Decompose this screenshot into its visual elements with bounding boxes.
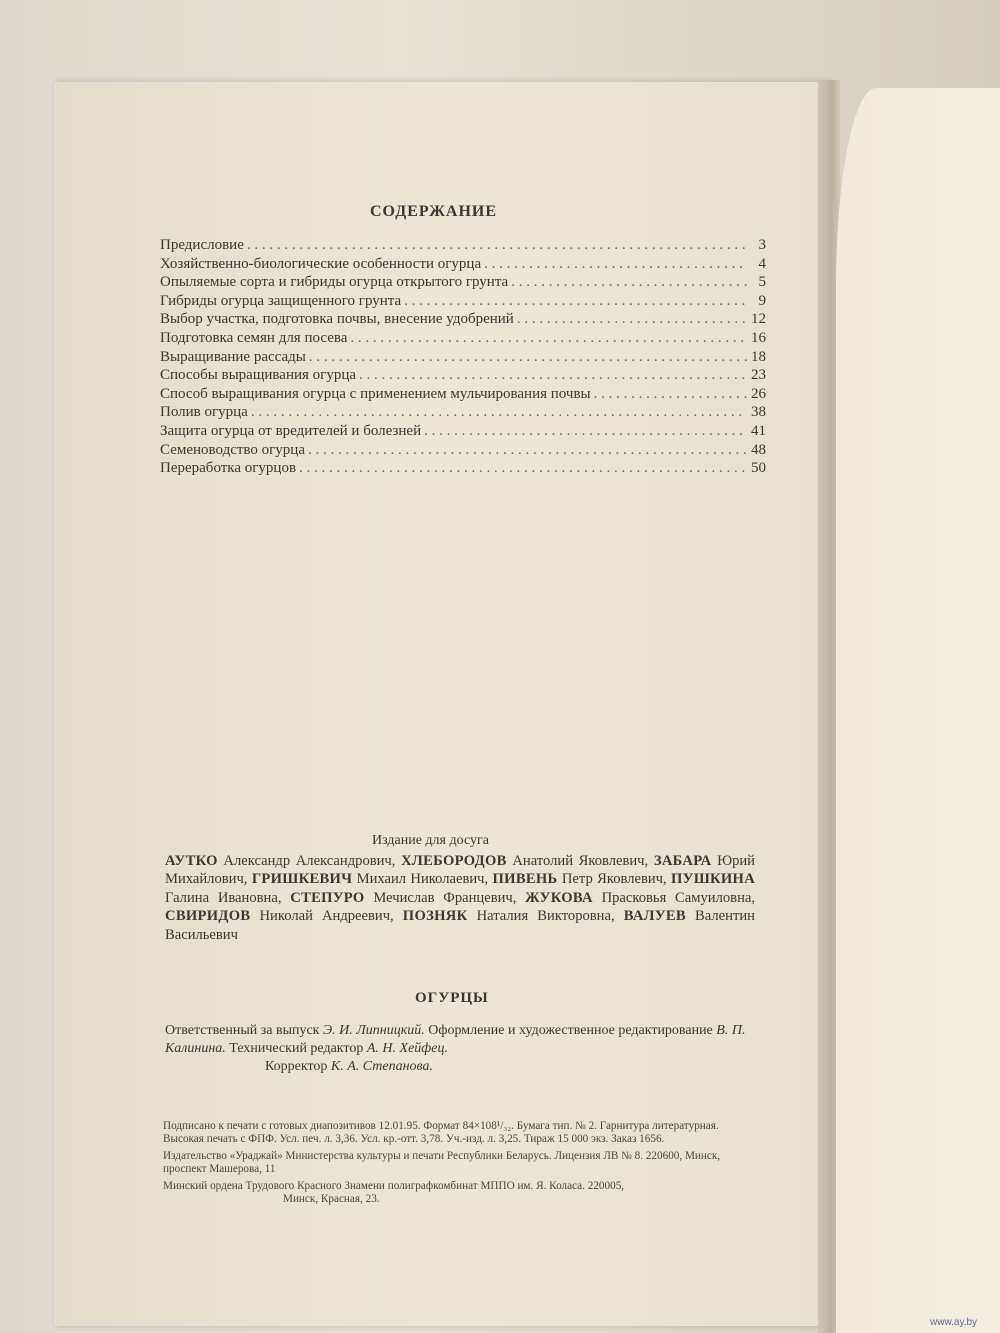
toc-item xyxy=(160,366,766,385)
toc-leader-dots xyxy=(350,329,747,348)
author-given-names: Петр Яковлевич, xyxy=(561,871,667,888)
toc-item-title: Опыляемые сорта и гибриды огурца открытого грунта xyxy=(160,274,509,291)
toc-item xyxy=(160,441,766,460)
imprint-printer-address: Минск, Красная, 23. xyxy=(283,1193,380,1205)
toc-item-page: 26 xyxy=(751,385,766,402)
design-name: В. П. Калинина. xyxy=(165,1023,746,1056)
toc-item-title: Хозяйственно-биологические особенности огурца xyxy=(160,255,482,272)
toc-title: СОДЕРЖАНИЕ xyxy=(370,203,498,220)
author-surname: ПИВЕНЬ xyxy=(492,871,558,888)
toc-item xyxy=(160,292,766,311)
toc-item-page: 12 xyxy=(751,311,766,328)
imprint-printer: Минский ордена Трудового Красного Знамени полиграфкомбинат МППО им. Я. Коласа. 220005, xyxy=(163,1180,625,1192)
resp-name: Э. И. Липницкий. xyxy=(323,1023,425,1038)
toc-leader-dots xyxy=(594,385,747,404)
author-surname: ВАЛУЕВ xyxy=(623,908,686,925)
toc-item-page: 18 xyxy=(751,348,766,365)
author-given-names: Прасковья Самуиловна, xyxy=(601,889,756,906)
toc-item-page: 38 xyxy=(751,404,766,421)
toc-item xyxy=(160,422,766,441)
toc-item-title: Полив огурца xyxy=(160,404,248,421)
author-given-names: Галина Ивановна, xyxy=(165,889,282,906)
author-surname: АУТКО xyxy=(165,853,218,869)
toc-item-title: Способы выращивания огурца xyxy=(160,367,357,384)
toc-item-page: 9 xyxy=(758,292,766,309)
toc-item xyxy=(160,329,766,348)
author-given-names: Александр Александрович, xyxy=(223,853,396,869)
toc-item-title: Защита огурца от вредителей и болезней xyxy=(160,422,422,439)
author-given-names: Анатолий Яковлевич, xyxy=(512,853,649,869)
toc-item-page: 41 xyxy=(751,422,766,439)
toc-item-title: Гибриды огурца защищенного грунта xyxy=(160,292,402,309)
toc-leader-dots xyxy=(424,422,747,441)
tech-name: А. Н. Хейфец. xyxy=(366,1041,448,1056)
design-label: Оформление и художественное редактирование xyxy=(428,1023,713,1038)
toc-leader-dots xyxy=(511,273,747,292)
toc-leader-dots xyxy=(299,459,747,478)
toc-item xyxy=(160,403,766,422)
toc-item-page: 48 xyxy=(751,441,766,458)
table-of-contents xyxy=(160,236,766,478)
corr-label: Корректор xyxy=(265,1059,328,1074)
toc-item-title: Подготовка семян для посева xyxy=(160,329,348,346)
toc-leader-dots xyxy=(309,348,747,367)
toc-item-page: 50 xyxy=(751,460,766,477)
author-given-names: Михаил Николаевич, xyxy=(356,871,489,888)
author-given-names: Мечислав Францевич, xyxy=(373,889,517,906)
author-surname: ПУШКИНА xyxy=(671,871,756,888)
toc-item-page: 23 xyxy=(751,367,766,384)
toc-leader-dots xyxy=(308,441,747,460)
author-surname: ЖУКОВА xyxy=(525,889,593,906)
toc-item xyxy=(160,310,766,329)
toc-item-page: 3 xyxy=(758,237,766,253)
toc-item-title: Способ выращивания огурца с применением мульчирования почвы xyxy=(160,385,591,402)
watermark: www.ay.by xyxy=(930,1317,978,1328)
toc-leader-dots xyxy=(251,403,747,422)
authors-list xyxy=(165,852,755,944)
edition-note: Издание для досуга xyxy=(372,833,489,848)
toc-item-title: Выбор участка, подготовка почвы, внесение удобрений xyxy=(160,311,514,328)
imprint xyxy=(163,1120,758,1206)
author-surname: ХЛЕБОРОДОВ xyxy=(401,853,507,869)
toc-leader-dots xyxy=(247,236,747,255)
author-given-names: Наталия Викторовна, xyxy=(476,908,615,925)
toc-leader-dots xyxy=(484,255,747,274)
credits xyxy=(165,1022,755,1076)
toc-item-title: Семеноводство огурца xyxy=(160,441,305,458)
toc-item-page: 16 xyxy=(751,329,766,346)
author-surname: ЗАБАРА xyxy=(653,853,712,869)
author-surname: СВИРИДОВ xyxy=(165,908,251,925)
toc-item xyxy=(160,273,766,292)
imprint-print-details: Подписано к печати с готовых диапозитивов 12.01.95. Формат 84×108¹/₃₂. Бумага тип. № 2. Гарнитура литературная. Высокая печать с ФПФ. Усл. печ. л. 3,36. Усл. кр.-отт. 3,78. Уч.-изд. л. 3,25. Тираж 15 000 экз. Заказ 1656. xyxy=(163,1120,719,1145)
author-surname: ГРИШКЕВИЧ xyxy=(251,871,353,888)
toc-leader-dots xyxy=(404,292,747,311)
toc-item-page: 5 xyxy=(758,274,766,291)
imprint-publisher: Издательство «Ураджай» Министерства культуры и печати Республики Беларусь. Лицензия ЛВ № 8. 220600, Минск, проспект Машерова, 11 xyxy=(163,1150,721,1175)
toc-item xyxy=(160,348,766,367)
author-given-names: Юрий Михайлович, xyxy=(165,853,755,888)
toc-item-title: Предисловие xyxy=(160,237,244,253)
author-surname: ПОЗНЯК xyxy=(402,908,468,925)
toc-item xyxy=(160,236,766,255)
toc-leader-dots xyxy=(359,366,747,385)
toc-item-title: Переработка огурцов xyxy=(160,460,297,477)
author-given-names: Николай Андреевич, xyxy=(259,908,394,925)
resp-label: Ответственный за выпуск xyxy=(165,1023,320,1038)
author-given-names: Валентин Васильевич xyxy=(165,908,755,943)
toc-leader-dots xyxy=(517,310,747,329)
toc-item-title: Выращивание рассады xyxy=(160,348,306,365)
author-surname: СТЕПУРО xyxy=(290,889,365,906)
corr-name: К. А. Степанова. xyxy=(330,1059,434,1074)
toc-item xyxy=(160,385,766,404)
tech-label: Технический редактор xyxy=(229,1041,364,1056)
book-title: ОГУРЦЫ xyxy=(415,990,489,1006)
toc-item xyxy=(160,255,766,274)
toc-item-page: 4 xyxy=(758,255,766,272)
toc-item xyxy=(160,459,766,478)
